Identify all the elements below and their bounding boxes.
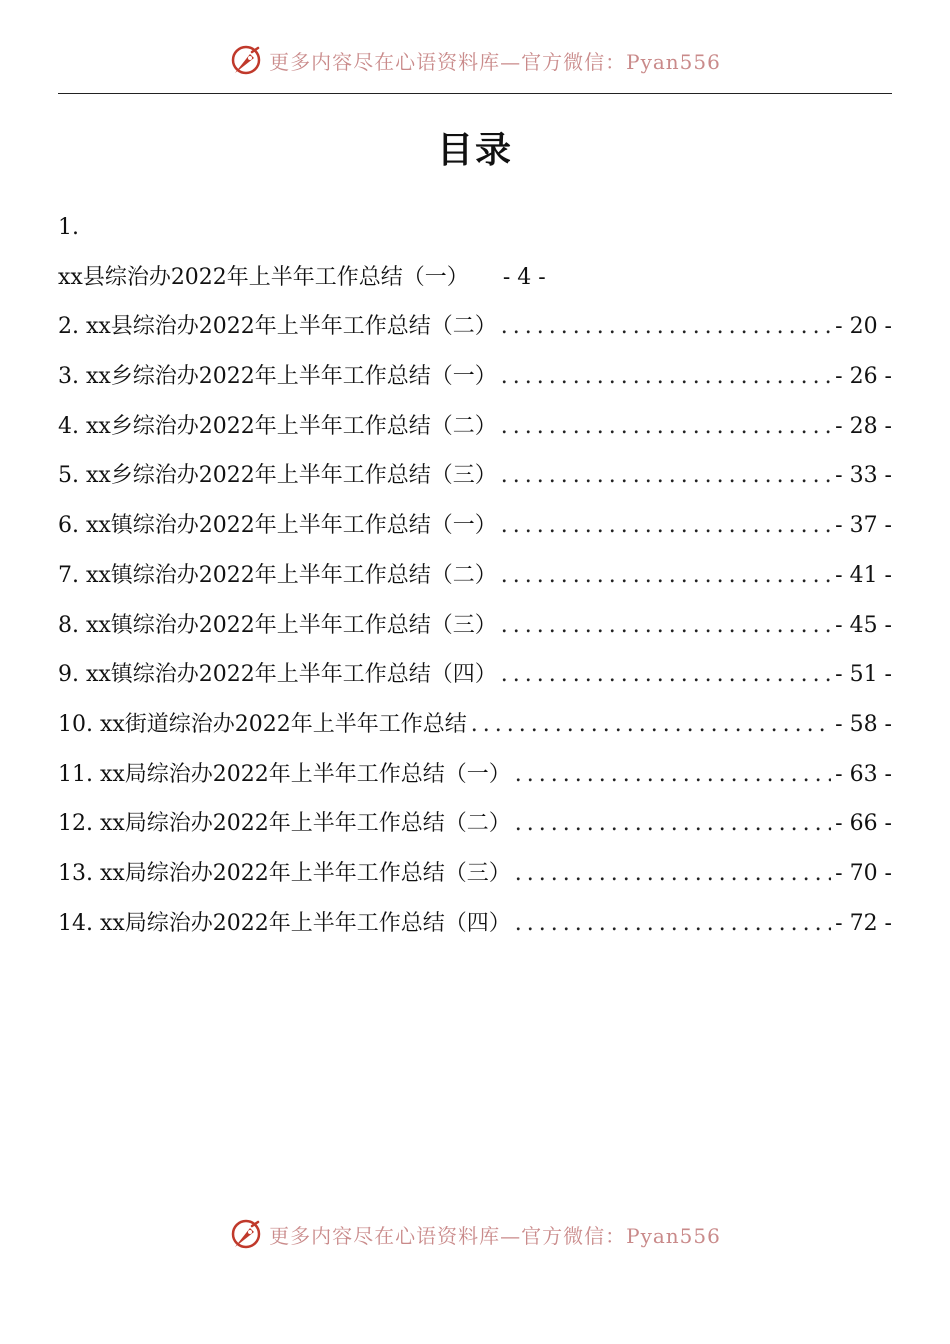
footer-watermark	[0, 1214, 950, 1254]
toc-entry-label: 5. xx乡综治办2022年上半年工作总结（三）	[58, 463, 497, 489]
toc-entry-page: - 33 -	[835, 463, 892, 489]
toc-entry[interactable]	[58, 750, 892, 800]
toc-entry[interactable]	[58, 650, 892, 700]
table-of-contents	[58, 203, 892, 948]
toc-entry-page: - 28 -	[835, 413, 892, 439]
toc-leader-dots	[501, 551, 831, 601]
toc-entry-page: - 37 -	[835, 513, 892, 539]
toc-entry-label: 3. xx乡综治办2022年上半年工作总结（一）	[58, 364, 497, 390]
toc-entry-label: 11. xx局综治办2022年上半年工作总结（一）	[58, 761, 511, 787]
toc-entry-page: - 63 -	[835, 761, 892, 787]
toc-entry[interactable]	[58, 302, 892, 352]
toc-entry[interactable]	[58, 451, 892, 501]
toc-entry-label: 13. xx局综治办2022年上半年工作总结（三）	[58, 860, 511, 886]
toc-entry-label: 4. xx乡综治办2022年上半年工作总结（二）	[58, 413, 497, 439]
toc-entry-page: - 26 -	[835, 364, 892, 390]
toc-entry-label: 6. xx镇综治办2022年上半年工作总结（一）	[58, 513, 497, 539]
toc-entry-page: - 45 -	[835, 612, 892, 638]
toc-entry[interactable]	[58, 700, 892, 750]
toc-entry-label: 12. xx局综治办2022年上半年工作总结（二）	[58, 811, 511, 837]
toc-entry-label: 8. xx镇综治办2022年上半年工作总结（三）	[58, 612, 497, 638]
toc-entry-page: - 72 -	[835, 910, 892, 936]
toc-entry[interactable]	[58, 799, 892, 849]
pen-nib-circle-icon	[229, 1217, 263, 1251]
toc-entry[interactable]	[58, 501, 892, 551]
toc-leader-dots	[501, 650, 831, 700]
toc-entry[interactable]	[58, 601, 892, 651]
toc-entry-number[interactable]	[58, 203, 892, 253]
toc-entry-page: - 20 -	[835, 314, 892, 340]
toc-entry-page: - 51 -	[835, 662, 892, 688]
toc-leader-dots	[515, 899, 831, 949]
toc-entry-page: - 66 -	[835, 811, 892, 837]
toc-leader-dots	[501, 601, 831, 651]
pen-nib-circle-icon	[229, 43, 263, 77]
toc-leader-dots	[515, 799, 831, 849]
toc-entry-label: 10. xx街道综治办2022年上半年工作总结	[58, 711, 467, 737]
toc-leader-dots	[515, 750, 831, 800]
watermark-text: 更多内容尽在心语资料库—官方微信：Pyan556	[269, 49, 721, 74]
toc-entry-label: 7. xx镇综治办2022年上半年工作总结（二）	[58, 562, 497, 588]
toc-entry-label: xx县综治办2022年上半年工作总结（一）	[58, 264, 469, 290]
toc-entry-page: - 70 -	[835, 860, 892, 886]
toc-leader-dots	[501, 402, 831, 452]
toc-entry-page: - 41 -	[835, 562, 892, 588]
toc-leader-dots	[471, 700, 831, 750]
toc-entry-label: 9. xx镇综治办2022年上半年工作总结（四）	[58, 662, 497, 688]
toc-entry-label: 2. xx县综治办2022年上半年工作总结（二）	[58, 314, 497, 340]
header-watermark	[0, 40, 950, 80]
toc-entry[interactable]	[58, 899, 892, 949]
page-title: 目录	[436, 129, 513, 171]
toc-leader-dots	[501, 302, 831, 352]
watermark-text: 更多内容尽在心语资料库—官方微信：Pyan556	[269, 1223, 721, 1248]
toc-entry[interactable]	[58, 551, 892, 601]
toc-leader-dots	[501, 451, 831, 501]
toc-entry[interactable]	[58, 352, 892, 402]
toc-entry-label: 1.	[58, 215, 79, 240]
toc-entry[interactable]	[58, 849, 892, 899]
toc-leader-dots	[501, 501, 831, 551]
toc-entry-page: - 4 -	[502, 264, 546, 290]
toc-entry[interactable]	[58, 253, 892, 303]
header-divider	[58, 93, 892, 94]
toc-entry-page: - 58 -	[835, 711, 892, 737]
toc-leader-dots	[501, 352, 831, 402]
toc-leader-dots	[515, 849, 831, 899]
toc-entry[interactable]	[58, 402, 892, 452]
toc-entry-label: 14. xx局综治办2022年上半年工作总结（四）	[58, 910, 511, 936]
